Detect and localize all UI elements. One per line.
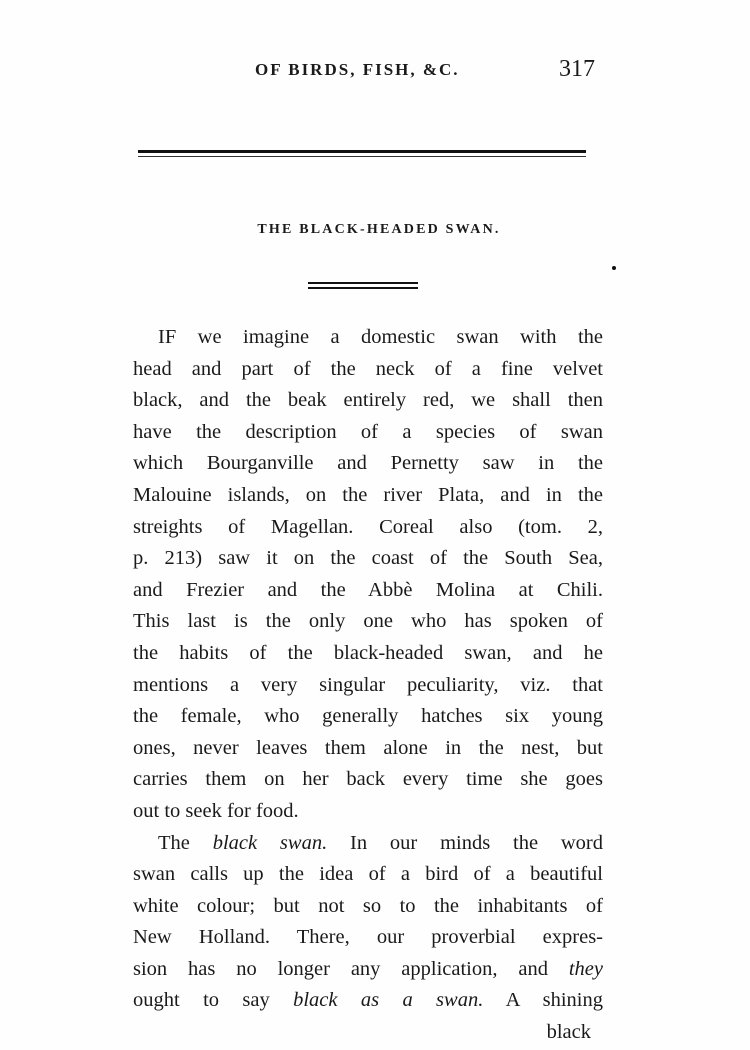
text-line	[133, 985, 603, 1017]
text-line: streights of Magellan. Coreal also (tom. 2,	[133, 515, 603, 538]
ink-speck	[612, 266, 616, 270]
text-line: ones, never leaves them alone in the nest, but	[133, 736, 603, 759]
title-rule	[308, 282, 418, 290]
text-run: A shining	[483, 989, 603, 1012]
paragraph-2	[133, 828, 603, 1049]
header-rule	[138, 150, 586, 159]
text-line: carries them on her back every time she goes	[133, 768, 603, 791]
text-line: Malouine islands, on the river Plata, and in the	[133, 483, 603, 506]
text-line	[133, 828, 603, 860]
text-line	[133, 954, 603, 986]
text-line: the habits of the black-headed swan, and he	[133, 641, 603, 664]
text-line: swan calls up the idea of a bird of a beautiful	[133, 863, 603, 886]
text-line: p. 213) saw it on the coast of the South Sea,	[133, 547, 603, 570]
text-run: ought to say	[133, 989, 294, 1012]
text-line: and Frezier and the Abbè Molina at Chili.	[133, 578, 603, 601]
text-line: white colour; but not so to the inhabitants of	[133, 894, 603, 917]
italic-run: they	[568, 957, 603, 980]
page-number: 317	[559, 56, 595, 82]
running-title: OF BIRDS, FISH, &C.	[255, 60, 460, 79]
text-line: black, and the beak entirely red, we shall then	[133, 389, 603, 412]
text-run: In our minds the word	[327, 831, 604, 854]
paragraph-1	[133, 322, 603, 828]
text-line: New Holland. There, our proverbial expres-	[133, 926, 603, 949]
text-line: which Bourganville and Pernetty saw in the	[133, 452, 603, 475]
text-line: head and part of the neck of a fine velvet	[133, 357, 603, 380]
body-text	[133, 322, 603, 1049]
text-run: The	[158, 831, 213, 854]
italic-run: black as a swan.	[293, 989, 484, 1012]
text-line: have the description of a species of swan	[133, 420, 603, 443]
text-line: the female, who generally hatches six young	[133, 705, 603, 728]
text-line: mentions a very singular peculiarity, viz. that	[133, 673, 603, 696]
text-line: out to seek for food.	[133, 799, 299, 822]
italic-run: black swan.	[212, 831, 328, 854]
catchword: black	[546, 1021, 591, 1044]
running-head	[0, 58, 750, 88]
section-title: THE BLACK-HEADED SWAN.	[257, 222, 501, 237]
text-run: sion has no longer any application, and	[133, 957, 569, 980]
text-line: IF we imagine a domestic swan with the	[158, 326, 603, 348]
text-line: This last is the only one who has spoken of	[133, 610, 603, 633]
